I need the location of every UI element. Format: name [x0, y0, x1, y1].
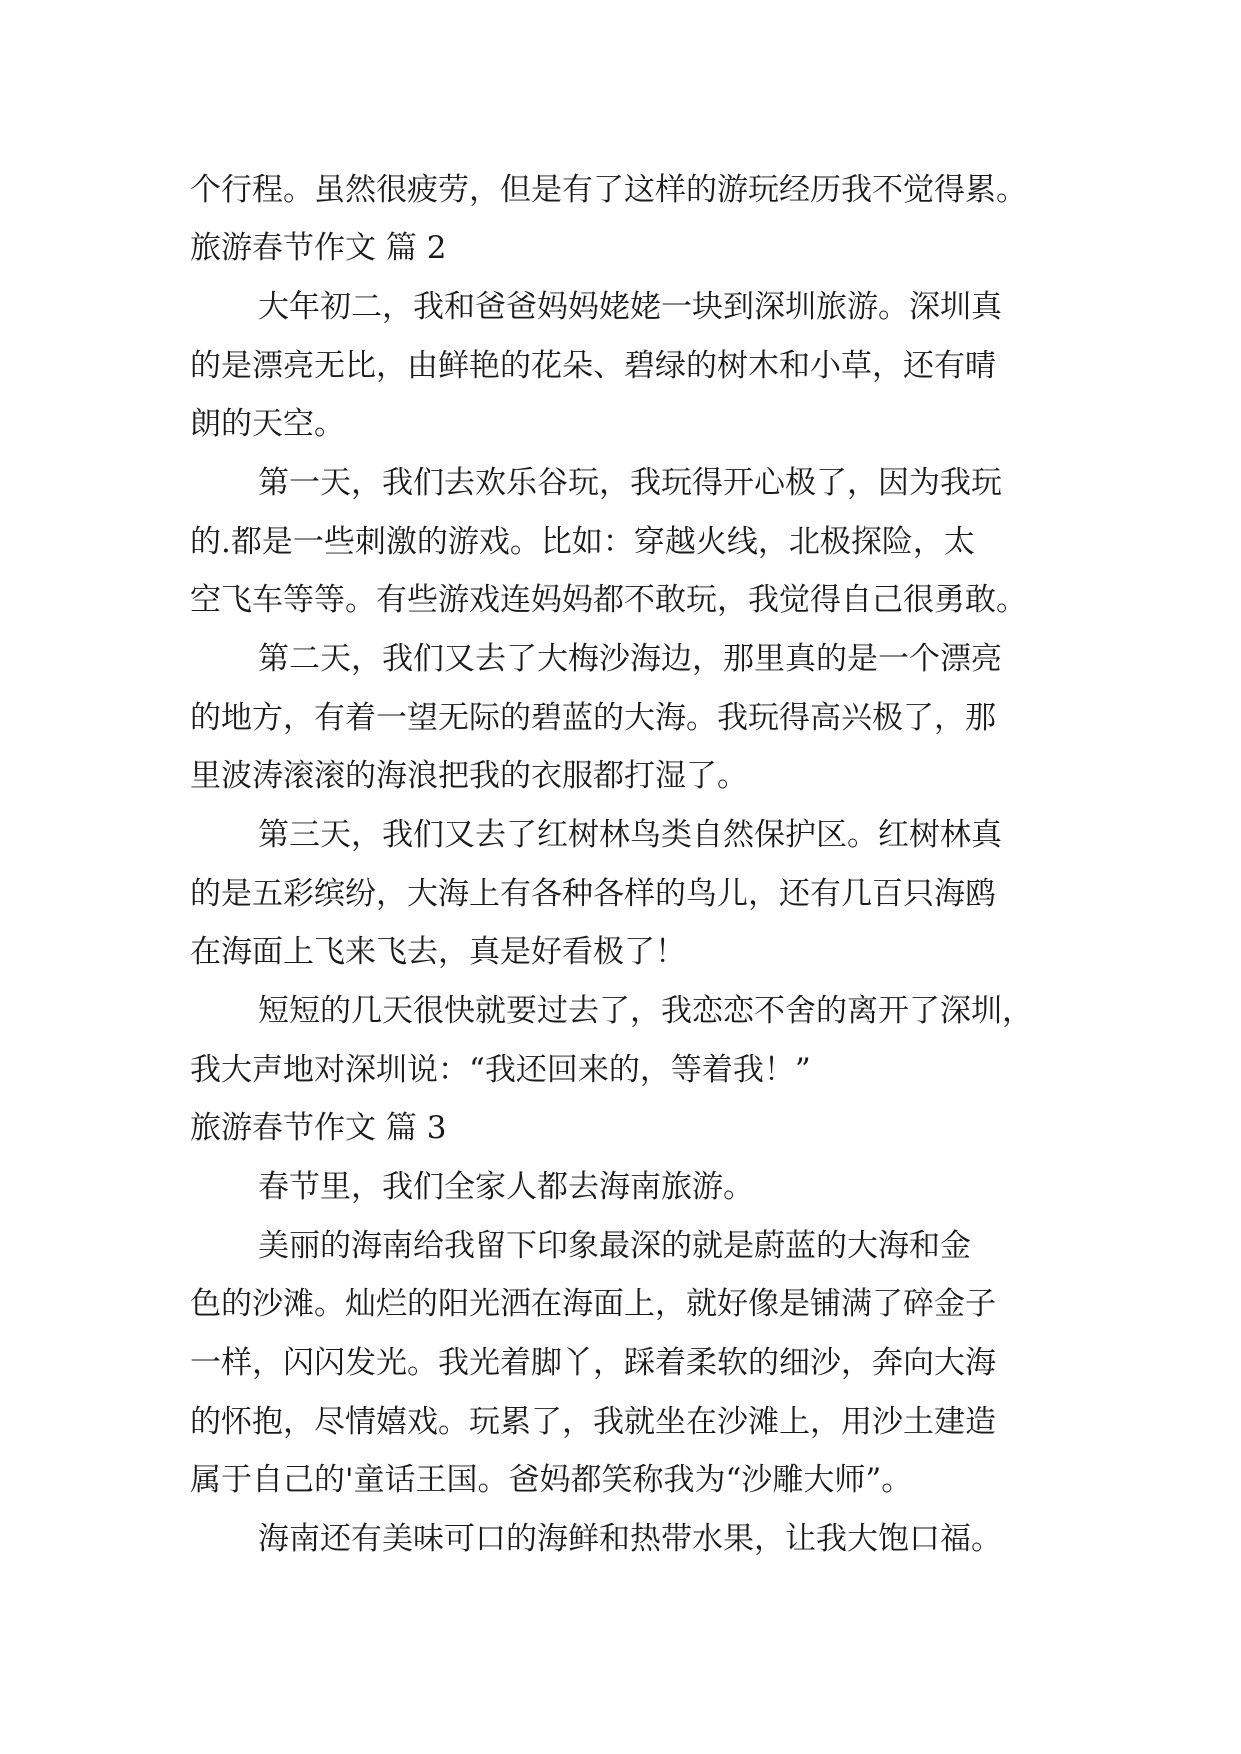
text-line: 大年初二，我和爸爸妈妈姥姥一块到深圳旅游。深圳真 [258, 289, 1002, 325]
text-line: 的怀抱，尽情嬉戏。玩累了，我就坐在沙滩上，用沙土建造 [190, 1404, 996, 1440]
text-line: 属于自己的'童话王国。爸妈都笑称我为“沙雕大师”。 [190, 1462, 913, 1498]
text-line: 的地方，有着一望无际的碧蓝的大海。我玩得高兴极了，那 [190, 700, 996, 736]
text-line: 朗的天空。 [190, 406, 345, 442]
text-line: 的是五彩缤纷，大海上有各种各样的鸟儿，还有几百只海鸥 [190, 876, 996, 912]
text-line: 春节里，我们全家人都去海南旅游。 [258, 1169, 754, 1205]
text-line: 一样，闪闪发光。我光着脚丫，踩着柔软的细沙，奔向大海 [190, 1345, 996, 1381]
text-line: 个行程。虽然很疲劳，但是有了这样的游玩经历我不觉得累。 [190, 172, 1027, 208]
text-line: 在海面上飞来飞去，真是好看极了！ [190, 934, 686, 970]
text-line: 第一天，我们去欢乐谷玩，我玩得开心极了，因为我玩 [258, 465, 1002, 501]
text-line: 第二天，我们又去了大梅沙海边，那里真的是一个漂亮 [258, 641, 1002, 677]
text-line: 的.都是一些刺激的游戏。比如：穿越火线，北极探险，太 [190, 524, 975, 560]
text-line: 第三天，我们又去了红树林鸟类自然保护区。红树林真 [258, 817, 1002, 853]
text-line: 我大声地对深圳说：“我还回来的，等着我！” [190, 1052, 811, 1088]
text-line: 里波涛滚滚的海浪把我的衣服都打湿了。 [190, 758, 748, 794]
section-heading: 旅游春节作文 篇 3 [190, 1110, 447, 1146]
text-line: 空飞车等等。有些游戏连妈妈都不敢玩，我觉得自己很勇敢。 [190, 582, 1027, 618]
text-line: 色的沙滩。灿烂的阳光洒在海面上，就好像是铺满了碎金子 [190, 1286, 996, 1322]
text-line: 美丽的海南给我留下印象最深的就是蔚蓝的大海和金 [258, 1228, 971, 1264]
text-line: 短短的几天很快就要过去了，我恋恋不舍的离开了深圳， [258, 993, 1033, 1029]
text-line: 海南还有美味可口的海鲜和热带水果，让我大饱口福。 [258, 1521, 1002, 1557]
section-heading: 旅游春节作文 篇 2 [190, 230, 447, 266]
text-line: 的是漂亮无比，由鲜艳的花朵、碧绿的树木和小草，还有晴 [190, 348, 996, 384]
